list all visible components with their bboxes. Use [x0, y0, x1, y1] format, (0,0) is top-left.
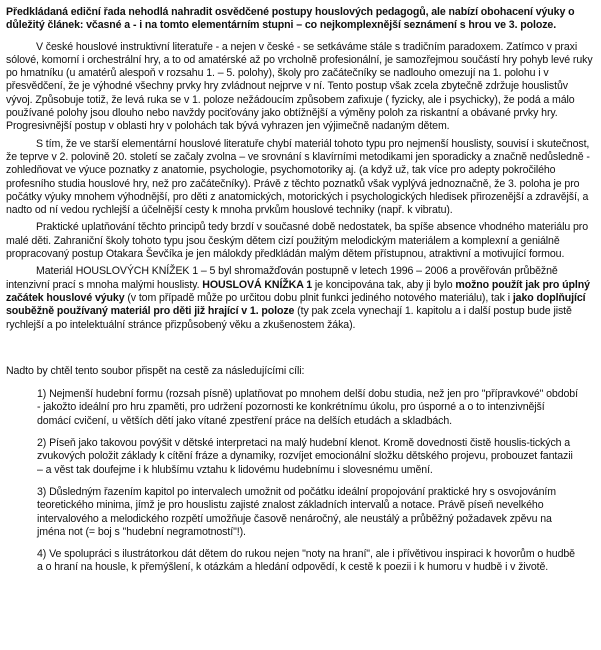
body-paragraph-4: [6, 265, 593, 331]
body-paragraph-2: S tím, že ve starší elementární houslové literatuře chybí materiál tohoto typu pro nejmenší houslisty, souvisí i skutečnost, že teprve v 2. polovině 20. století se začaly zvolna – ve srovnání s klavírními metodikami jen sporadicky a značně nedůsledně - zohledňovat ve výuce poznatky z anatomie, psychologie, psychomotoriky aj. (a když už, tak více pro adepty pokročilého profesního studia houslové hry, než pro začátečníky). Právě z těchto poznatků však vyplývá jednoznačně, že 3. poloha je pro počátky výuky mnohem výhodnější, pro děti z anatomických, motorických i psychologických hledisek přirozenější a zdravější, a nadto od ní vedou rychlejší a účelnější cesty k mnoha prvkům houslové techniky (např. k vibratu).: [6, 137, 590, 217]
body-paragraph-1: V české houslové instruktivní literatuře - a nejen v české - se setkáváme stále s tradičním paradoxem. Zatímco v praxi sólové, komorní i orchestrální hry, a to od amatérské až po vrcholně profesionální, je samozřejmou součástí hry pohyb levé ruky po hmatníku (u amatérů alespoň v rozsahu 1. – 5. polohy), školy pro začátečníky se nadlouho omezují na 1. polohu i v přesvědčení, že je výhodné všechny prvky hry zvládnout nejprve v ní. Tento postup však zcela zbytečně zdržuje houslistův vývoj. Způsobuje totiž, že levá ruka se v 1. poloze nežádoucím způsobem zafixuje ( fyzicky, ale i psychicky), že podá a málo používané polohy jsou dlouho nebo navždy pociťovány jako obtížnější a výměny poloh za riskantní a obávané prvky hry. Progresivnější postup v oblasti hry v polohách tak bývá vyhrazen jen výjimečně nadaným dětem.: [6, 40, 593, 133]
paragraph-4-bold-title: HOUSLOVÁ KNÍŽKA 1: [202, 278, 313, 291]
goal-item-4: 4) Ve spolupráci s ilustrátorkou dát dětem do rukou nejen "noty na hraní", ale i přívětivou inspiraci k hovorům o hudbě a o hraní na housle, k přemýšlení, k otázkám a hledání odpovědí, k cestě k poezii i k humoru v hudbě i v životě.: [37, 548, 575, 574]
goals-intro: Nadto by chtěl tento soubor přispět na cestě za následujícími cíli:: [6, 364, 305, 377]
paragraph-4-text-middle-2: (v tom případě může po určitou dobu plnit funkci jediného notového materiálu), tak i: [124, 291, 513, 304]
goal-item-3: 3) Důsledným řazením kapitol po intervalech umožnit od počátku ideální propojování praktické hry s osvojováním teoretického minima, jímž je pro houslistu zajisté znalost základních intervalů a notace. Právě píseň nevelkého intervalového a melodického rozpětí umožňuje časově nenáročný, ale neustálý a průběžný požadavek zpěvu na jména not (= boj s "hudební negramotností"!).: [37, 485, 556, 538]
goal-item-1: 1) Nejmenší hudební formu (rozsah písně) uplatňovat po mnohem delší dobu studia, než jen pro "přípravkové" období - jakožto ideální pro hru zpaměti, pro udržení pozornosti ke konkrétnímu úkolu, pro úsporné a o to intenzivnější domácí cvičení, u větších dětí jako vítané zpestření práce na delších etudách a skladbách.: [37, 388, 578, 427]
body-paragraph-3: Praktické uplatňování těchto principů tedy brzdí v současné době nedostatek, ba spíše absence vhodného materiálu pro malé děti. Zahraniční školy tohoto typu jsou českým dětem cizí použitým melodickým materiálem a komplexní a geniálně propracovaný postup Otakara Ševčíka je jen málokdy předkládán malým dětem přístupnou, atraktivní a motivující formou.: [6, 221, 588, 261]
paragraph-4-text-after: (ty pak zcela vynechají 1. kapitolu a i další postup bude jistě rychlejší a po intelektuální stránce přizpůsobený věku a zkušenostem žáka).: [6, 305, 572, 331]
paragraph-4-text-middle-1: je koncipována tak, aby ji bylo: [312, 278, 456, 291]
goals-list: [6, 388, 593, 575]
goal-item-2: 2) Píseň jako takovou povýšit v dětské interpretaci na malý hudební klenot. Kromě dovednosti čistě houslis-tických a zvukových položit základy k cítění fráze a dynamiky, rozvíjet emocionální složku dětského projevu, probouzet fantazii – a věst tak doufejme i k hlubšímu vztahu k lidovému hudebnímu i slovesnému umění.: [37, 437, 573, 476]
intro-paragraph: Předkládaná ediční řada nehodlá nahradit osvědčené postupy houslových pedagogů, ale nabízí obohacení výuky o důležitý článek: včasné a - i na tomto elementárním stupni – co nejkomplexnější seznámení s hrou ve 3. poloze.: [6, 6, 575, 32]
paragraph-4-bold-usage: možno použít jak pro úplný začátek houslové výuky: [6, 278, 590, 304]
paragraph-4-text-before: Materiál HOUSLOVÝCH KNÍŽEK 1 – 5 byl shromažďován postupně v letech 1996 – 2006 a prověřován průběžně intenzivní prací s mnoha malými houslisty.: [6, 265, 558, 291]
paragraph-4-bold-supplement: jako doplňující souběžně používaný materiál pro děti již hrající v 1. poloze: [6, 291, 586, 318]
